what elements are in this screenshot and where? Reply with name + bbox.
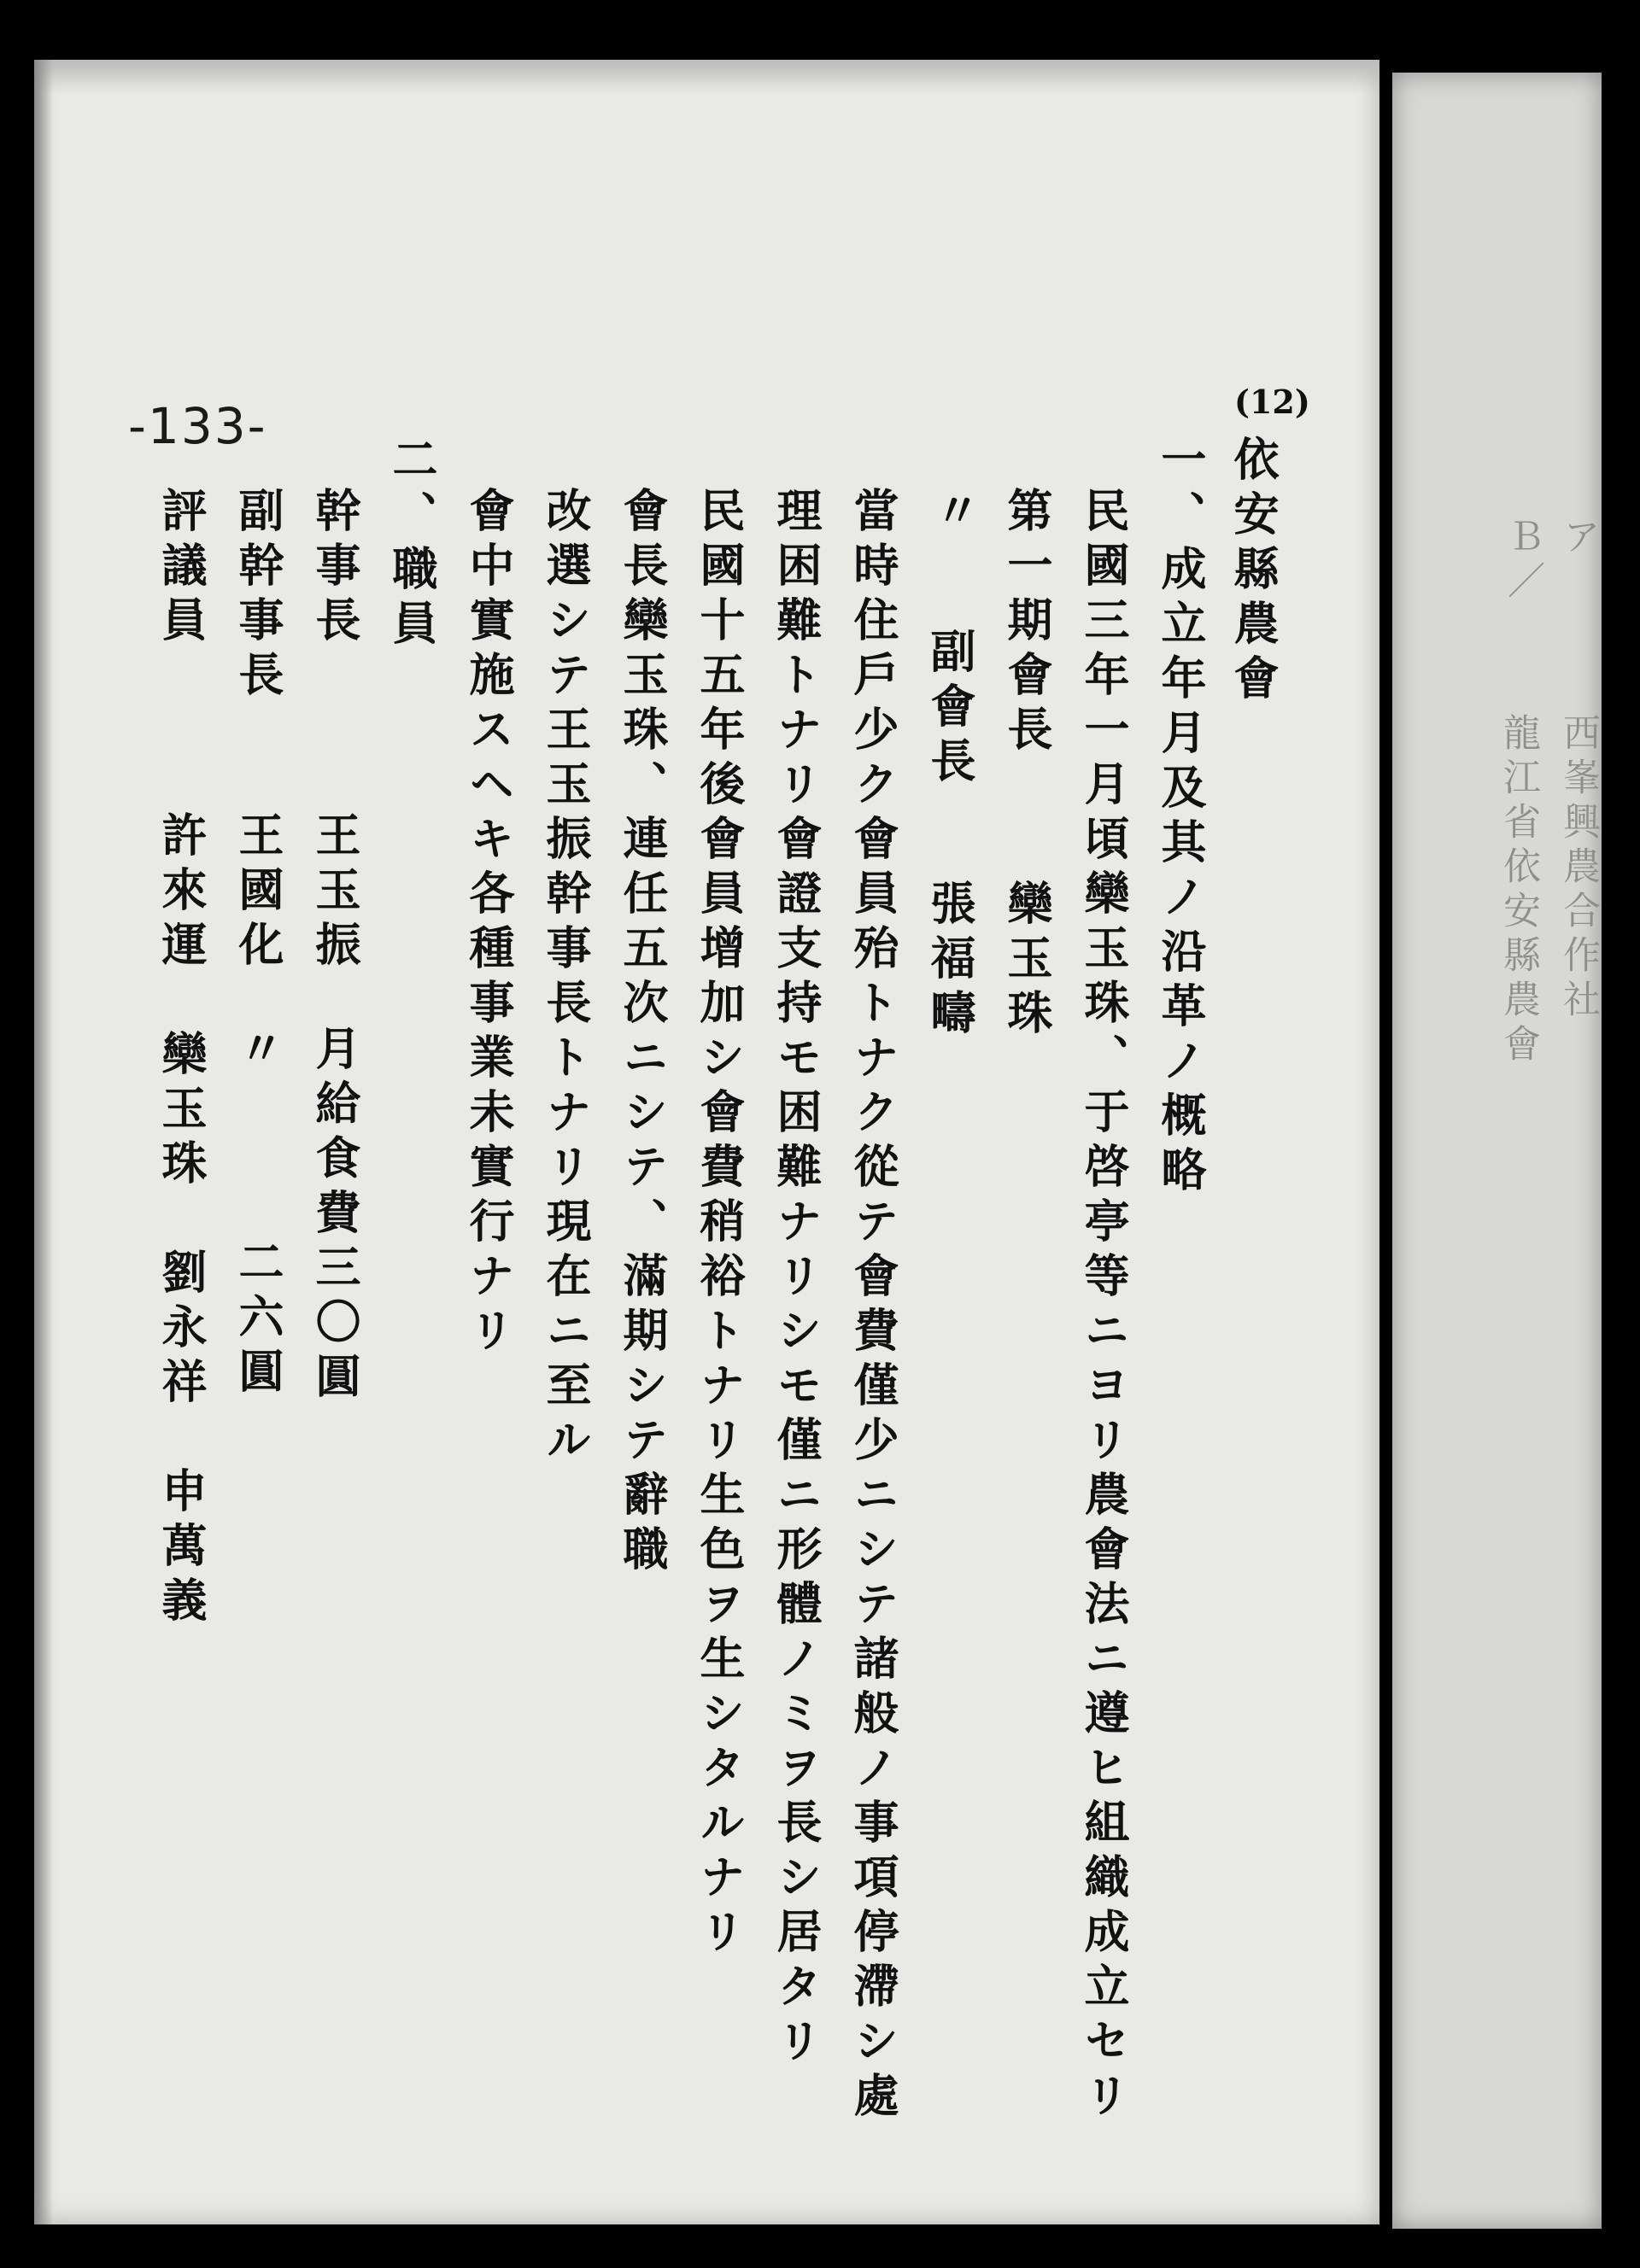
text-column-label: 副幹事長 <box>231 487 284 705</box>
text-column-value: 王玉振 <box>308 811 361 975</box>
page-shadow-left <box>34 60 53 2224</box>
handwritten-page-number: -133- <box>128 397 267 455</box>
ditto-mark: 〃 <box>928 487 981 541</box>
text-column: 民國三年一月頃欒玉珠、于啓亭等ニヨリ農會法ニ遵ヒ組織成立セリ <box>1077 487 1130 2126</box>
text-column: 一、成立年月及其ノ沿革ノ概略 <box>1154 435 1207 1201</box>
text-column-label: 副會長 <box>923 628 976 792</box>
text-column-value: 月給食費三〇圓 <box>308 1025 361 1407</box>
adjacent-page <box>1392 73 1602 2229</box>
text-column-value: 二六圓 <box>231 1238 284 1402</box>
text-column: 會中實施スヘキ各種事業未實行ナリ <box>462 487 515 1361</box>
document-title: 依安縣農會 <box>1227 435 1280 709</box>
page-shadow-top <box>34 60 1379 94</box>
ghost-text-column: ア <box>1556 517 1600 561</box>
text-column: 會長欒玉珠、連任五次ニシテ、滿期シテ辭職 <box>616 487 669 1580</box>
text-column: 改選シテ王玉振幹事長トナリ現在ニ至ル <box>539 487 592 1470</box>
text-column-value: 王國化 <box>231 811 284 975</box>
text-column: 當時住戶少ク會員殆トナク從テ會費僅少ニシテ諸般ノ事項停滯シ處 <box>846 487 899 2126</box>
text-column-value: 許來運 欒玉珠 劉永祥 申萬義 <box>155 811 208 1631</box>
text-column-value: 欒玉珠 <box>1000 880 1053 1043</box>
section-number: (12) <box>1234 383 1310 421</box>
ditto-mark: 〃 <box>231 1025 284 1079</box>
text-column-label: 幹事長 <box>308 487 361 651</box>
text-column-label: 第一期會長 <box>1000 487 1053 760</box>
text-column: 理困難トナリ會證支持モ困難ナリシモ僅ニ形體ノミヲ長シ居タリ <box>770 487 823 2072</box>
text-column-label: 評議員 <box>155 487 208 651</box>
ghost-text-column: 龍江省依安縣農會 <box>1496 713 1540 1068</box>
ghost-text-column: 西峯興農合作社 <box>1556 713 1600 1024</box>
text-column-value: 張福疇 <box>923 880 976 1043</box>
section-heading: 二、職員 <box>385 435 438 654</box>
text-column: 民國十五年後會員增加シ會費稍裕トナリ生色ヲ生シタルナリ <box>693 487 746 1962</box>
ghost-text-column: Ｂ／ <box>1501 517 1544 605</box>
